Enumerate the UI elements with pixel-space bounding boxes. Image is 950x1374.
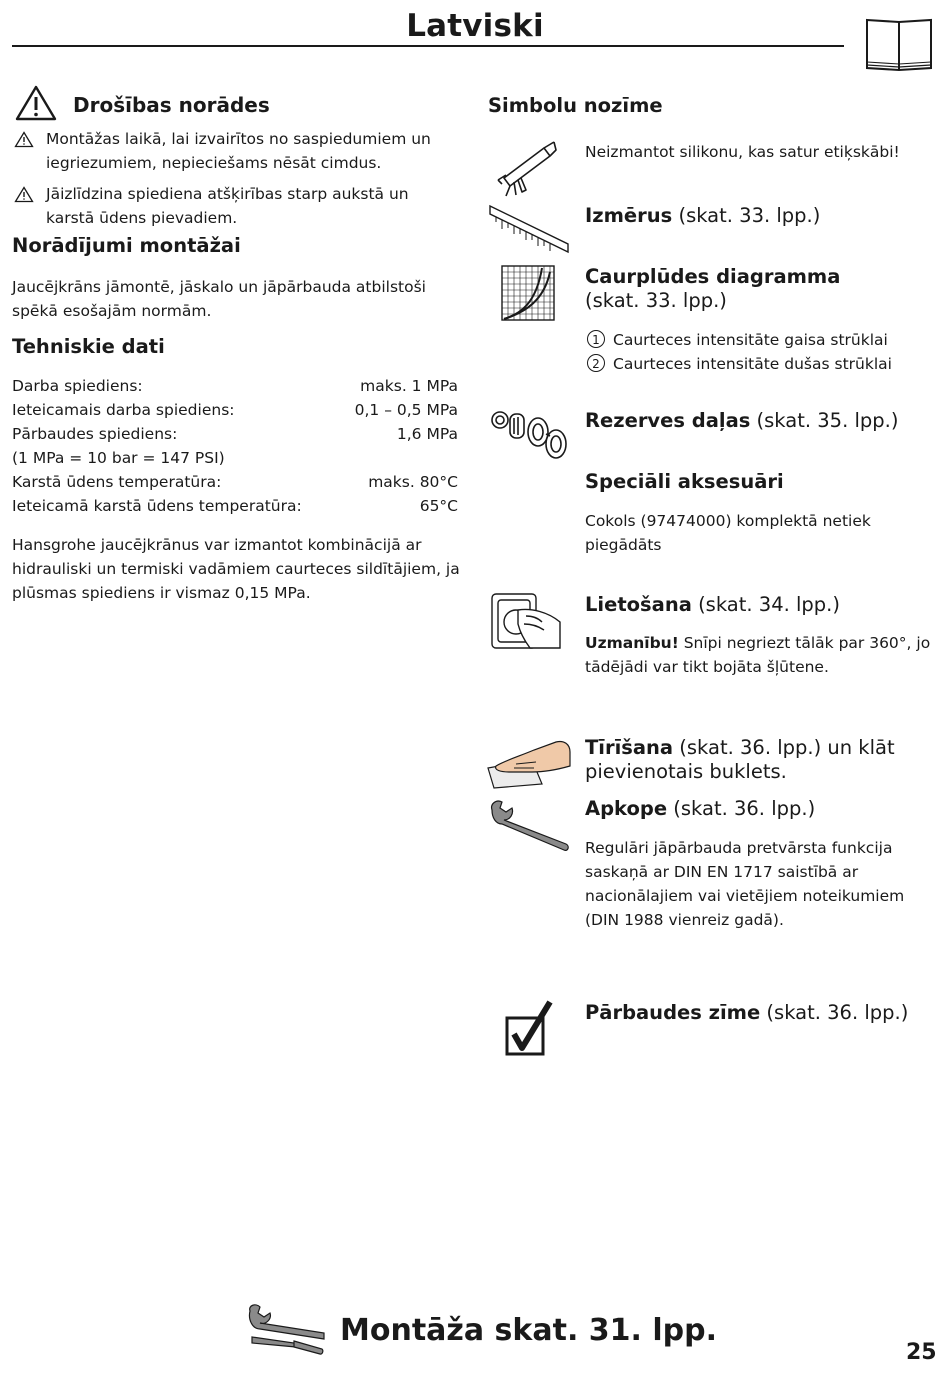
warning-small-icon (14, 186, 34, 203)
test-mark-line (585, 1001, 908, 1025)
silicone-text: Neizmantot silikonu, kas satur etiķskābi! (585, 143, 900, 161)
cleaning-cloth-icon (486, 734, 572, 790)
safety-item (12, 182, 452, 230)
dimensions-label: Izmērus (585, 204, 673, 227)
test-mark-label: Pārbaudes zīme (585, 1001, 761, 1024)
maintenance-label: Apkope (585, 797, 668, 820)
maintenance-line (585, 797, 815, 821)
flow-label: Caurplūdes diagramma (585, 265, 841, 288)
usage-note-text: Snīpi negriezt tālāk par 360°, jo tādējādi var tikt bojāta šļūtene. (585, 634, 931, 676)
installation-text: Jaucējkrāns jāmontē, jāskalo un jāpārbauda atbilstoši spēkā esošajām normām. (12, 278, 426, 320)
spares-line (585, 409, 898, 433)
accessories-heading (585, 470, 784, 494)
page-title: Latviski (406, 8, 544, 44)
tech-note: Hansgrohe jaucējkrānus var izmantot kombinācijā ar hidrauliski un termiski vadāmiem caurteces sildītājiem, ja plūsmas spiediens ir vismaz 0,15 MPa. (12, 536, 460, 602)
tech-row (12, 422, 458, 446)
dimensions-ref: (skat. 33. lpp.) (672, 204, 821, 227)
safety-item-text: Montāžas laikā, lai izvairītos no saspiedumiem un iegriezumiem, nepieciešams nēsāt cimdus. (46, 130, 431, 172)
flow-item-number: 2 (587, 354, 605, 372)
tech-row (12, 398, 458, 422)
safety-item-text: Jāizlīdzina spiediena atšķirības starp aukstā un karstā ūdens pievadiem. (46, 185, 409, 227)
flow-heading (585, 265, 915, 313)
usage-note-label: Uzmanību! (585, 634, 679, 652)
tech-row (12, 374, 458, 398)
warning-small-icon (14, 131, 34, 148)
safety-heading: Drošības norādes (73, 93, 270, 117)
tech-label: Ieteicamā karstā ūdens temperatūra: (12, 497, 302, 515)
safety-list (12, 127, 452, 230)
flow-item (587, 328, 937, 352)
tech-value: 0,1 – 0,5 MPa (354, 401, 458, 419)
tech-value: maks. 80°C (368, 473, 458, 491)
symbols-heading: Simbolu nozīme (488, 94, 663, 117)
tech-label: Ieteicamais darba spiediens: (12, 401, 235, 419)
tech-label: (1 MPa = 10 bar = 147 PSI) (12, 449, 225, 467)
spare-parts-icon (488, 400, 574, 462)
tech-value: 1,6 MPa (396, 425, 458, 443)
silicone-gun-icon (496, 140, 558, 198)
tech-label: Pārbaudes spiediens: (12, 425, 178, 443)
tech-label: Darba spiediens: (12, 377, 143, 395)
tech-row (12, 494, 458, 518)
cleaning-ref: (skat. 36. lpp.) un klāt pievienotais buklets. (585, 736, 895, 783)
cleaning-label: Tīrīšana (585, 736, 674, 759)
safety-item (12, 127, 452, 175)
wrench-icon (488, 800, 572, 852)
flow-ref: (skat. 33. lpp.) (585, 289, 727, 312)
maintenance-text: Regulāri jāpārbauda pretvārsta funkcija saskaņā ar DIN EN 1717 saistībā ar nacionālajiem vai vietējiem noteikumiem (DIN 1988 vienreiz gadā). (585, 839, 905, 929)
hand-turning-handle-icon (488, 590, 564, 650)
tech-label: Karstā ūdens temperatūra: (12, 473, 222, 491)
spares-ref: (skat. 35. lpp.) (750, 409, 899, 432)
flow-item (587, 352, 937, 376)
flow-diagram-icon (500, 264, 556, 322)
tools-icon (244, 1303, 328, 1357)
tech-value (341, 446, 458, 470)
usage-line (585, 593, 840, 617)
maintenance-ref: (skat. 36. lpp.) (667, 797, 816, 820)
ruler-icon (488, 204, 570, 254)
tech-table (12, 374, 458, 518)
usage-ref: (skat. 34. lpp.) (691, 593, 840, 616)
flow-item-text: Caurteces intensitāte dušas strūklai (613, 355, 892, 373)
tech-row (12, 470, 458, 494)
usage-note (585, 631, 940, 679)
flow-item-number: 1 (587, 330, 605, 348)
dimensions-line (585, 204, 820, 228)
flow-item-text: Caurteces intensitāte gaisa strūklai (613, 331, 888, 349)
footer-assembly-ref: Montāža skat. 31. lpp. (340, 1313, 718, 1348)
warning-triangle-icon (14, 84, 58, 122)
test-mark-ref: (skat. 36. lpp.) (760, 1001, 909, 1024)
accessories-label: Speciāli aksesuāri (585, 470, 784, 493)
accessories-text: Cokols (97474000) komplektā netiek piegādāts (585, 512, 871, 554)
page-number: 25 (906, 1340, 937, 1365)
checkmark-box-icon (504, 1000, 554, 1058)
tech-value: 65°C (419, 497, 458, 515)
open-book-icon (864, 16, 934, 74)
usage-label: Lietošana (585, 593, 692, 616)
title-rule (12, 45, 844, 47)
installation-heading: Norādījumi montāžai (12, 234, 241, 257)
spares-label: Rezerves daļas (585, 409, 751, 432)
tech-heading: Tehniskie dati (12, 335, 165, 358)
flow-list (587, 328, 937, 376)
tech-row (12, 446, 458, 470)
tech-value: maks. 1 MPa (360, 377, 458, 395)
cleaning-line (585, 736, 905, 784)
